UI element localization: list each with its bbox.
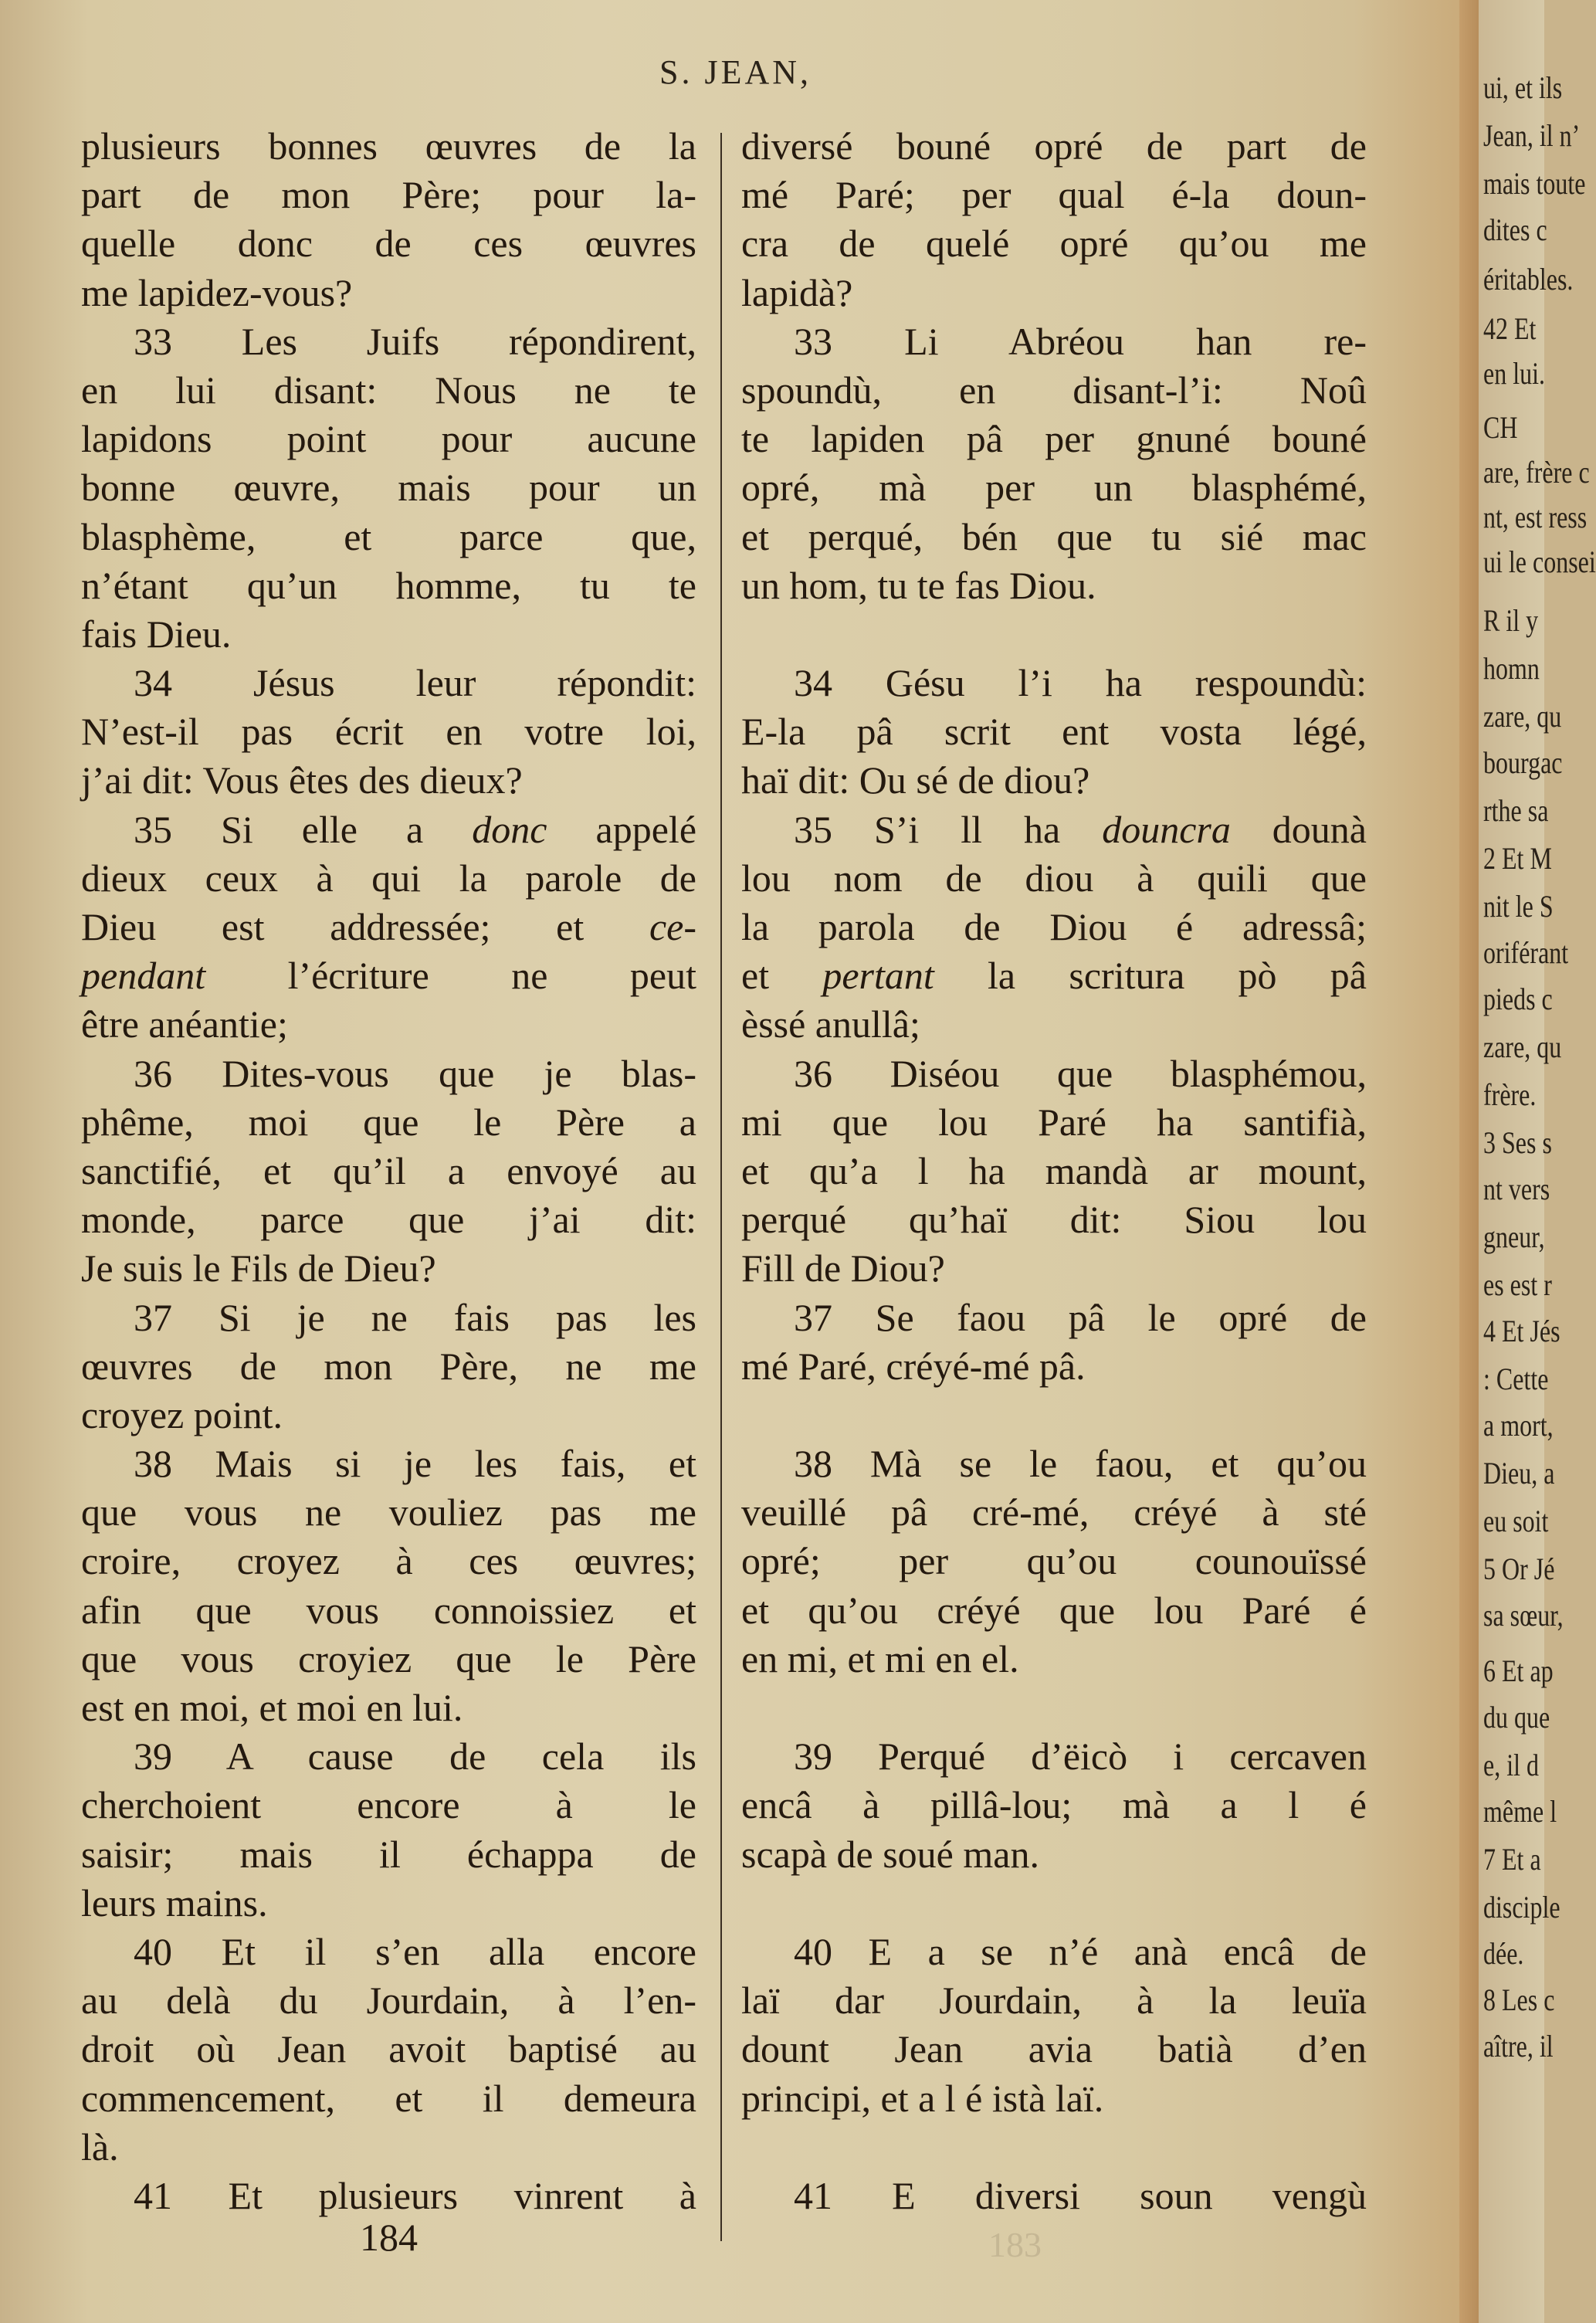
next-page-fragment: pieds c xyxy=(1483,982,1553,1016)
column-divider xyxy=(720,133,722,2241)
text-line: cherchoient encore à le xyxy=(81,1783,696,1827)
next-page-fragment: 2 Et M xyxy=(1483,841,1552,876)
text-line: veuillé pâ cré-mé, créyé à sté xyxy=(741,1490,1367,1535)
text-line: Je suis le Fils de Dieu? xyxy=(81,1246,436,1290)
text-line: 35 S’i ll ha douncra dounà xyxy=(794,807,1367,851)
text-line: 37 Se faou pâ le opré de xyxy=(794,1295,1367,1339)
blank-line xyxy=(741,610,1367,659)
text-line: en mi, et mi en el. xyxy=(741,1636,1019,1680)
text-line: èssé anullâ; xyxy=(741,1002,920,1046)
dialect-column xyxy=(741,122,1367,2220)
text-line: être anéantie; xyxy=(81,1002,288,1046)
next-page-fragment: bourgac xyxy=(1483,745,1563,780)
text-line: un hom, tu te fas Diou. xyxy=(741,563,1096,607)
next-page-fragment: gneur, xyxy=(1483,1219,1545,1254)
next-page-fragment: : Cette xyxy=(1483,1362,1549,1396)
text-line: et perqué, bén que tu sié mac xyxy=(741,514,1367,558)
next-page-fragment: 7 Et a xyxy=(1483,1842,1541,1877)
text-line: plusieurs bonnes œuvres de la xyxy=(81,124,696,168)
text-line: haï dit: Ou sé de diou? xyxy=(741,758,1090,802)
next-page-fragment: 8 Les c xyxy=(1483,1982,1555,2017)
text-line: laï dar Jourdain, à la leuïa xyxy=(741,1979,1367,2023)
next-page-fragment: ui le consei xyxy=(1483,544,1596,579)
next-page-fragment: are, frère c xyxy=(1483,455,1590,490)
text-line: 40 Et il s’en alla encore xyxy=(134,1929,696,1973)
text-line: la parola de Diou é adressâ; xyxy=(741,905,1367,948)
next-page-fragment: R il y xyxy=(1483,603,1539,638)
next-page-fragment: rthe sa xyxy=(1483,793,1549,828)
next-page-fragment: en lui. xyxy=(1483,356,1545,391)
text-line: mé Paré; per qual é-la doun- xyxy=(741,173,1367,217)
text-line: n’étant qu’un homme, tu te xyxy=(81,563,696,607)
text-line: lapidons point pour aucune xyxy=(81,417,696,461)
text-line: bonne œuvre, mais pour un xyxy=(81,466,696,510)
text-line: quelle donc de ces œuvres xyxy=(81,222,696,266)
next-page-fragment: Dieu, a xyxy=(1483,1456,1555,1490)
next-page-fragment: 4 Et Jés xyxy=(1483,1314,1560,1348)
next-page-fragment: eu soit xyxy=(1483,1504,1549,1538)
text-line: croyez point. xyxy=(81,1392,283,1436)
text-line: dount Jean avia batià d’en xyxy=(741,2027,1367,2071)
text-line: 33 Li Abréou han re- xyxy=(794,319,1367,363)
next-page-fragment: ui, et ils xyxy=(1483,70,1563,105)
adjacent-page-edge xyxy=(1479,0,1596,2323)
text-line: commencement, et il demeura xyxy=(81,2076,696,2120)
text-line: sanctifié, et qu’il a envoyé au xyxy=(81,1148,696,1192)
text-line: part de mon Père; pour la- xyxy=(81,173,696,217)
next-page-fragment: mais toute xyxy=(1483,166,1586,201)
text-line: 41 E diversi soun vengù xyxy=(794,2173,1367,2217)
text-line: est en moi, et moi en lui. xyxy=(81,1686,463,1729)
text-line: j’ai dit: Vous êtes des dieux? xyxy=(81,758,523,802)
next-page-fragment: éritables. xyxy=(1483,262,1574,297)
text-line: diversé bouné opré de part de xyxy=(741,124,1367,168)
text-line: là. xyxy=(81,2125,119,2169)
italic-word: pendant xyxy=(81,954,206,998)
text-line: perqué qu’haï dit: Siou lou xyxy=(741,1198,1367,1242)
text-line: et qu’ou créyé que lou Paré é xyxy=(741,1588,1367,1632)
text-line: pendant l’écriture ne peut xyxy=(81,954,696,998)
italic-word: donc xyxy=(472,807,547,851)
next-page-fragment: es est r xyxy=(1483,1267,1552,1302)
text-line: croire, croyez à ces œuvres; xyxy=(81,1539,696,1583)
next-page-fragment: homn xyxy=(1483,651,1540,686)
next-page-fragment: 5 Or Jé xyxy=(1483,1551,1555,1586)
italic-word: pertant xyxy=(822,954,934,998)
text-line: Fill de Diou? xyxy=(741,1246,945,1290)
text-line: œuvres de mon Père, ne me xyxy=(81,1344,696,1388)
text-line: blasphème, et parce que, xyxy=(81,514,696,558)
next-page-fragment: aître, il xyxy=(1483,2029,1554,2064)
text-line: en lui disant: Nous ne te xyxy=(81,368,696,412)
next-page-fragment: dites c xyxy=(1483,212,1547,247)
french-column xyxy=(81,122,696,2220)
next-page-fragment: disciple xyxy=(1483,1890,1560,1925)
text-line: au delà du Jourdain, à l’en- xyxy=(81,1979,696,2023)
text-line: saisir; mais il échappa de xyxy=(81,1832,696,1876)
text-line: cra de quelé opré qu’ou me xyxy=(741,222,1367,266)
text-line: mi que lou Paré ha santifià, xyxy=(741,1100,1367,1144)
text-line: N’est-il pas écrit en votre loi, xyxy=(81,710,696,754)
text-line: leurs mains. xyxy=(81,1880,268,1925)
show-through-page-number: 183 xyxy=(988,2225,1042,2264)
text-line: droit où Jean avoit baptisé au xyxy=(81,2027,696,2071)
next-page-fragment: nt vers xyxy=(1483,1172,1550,1206)
next-page-fragment: 6 Et ap xyxy=(1483,1653,1554,1688)
next-page-fragment: zare, qu xyxy=(1483,699,1562,734)
next-page-fragment: nt, est ress xyxy=(1483,500,1588,534)
text-line: 33 Les Juifs répondirent, xyxy=(134,319,696,363)
text-line: opré, mà per un blasphémé, xyxy=(741,466,1367,510)
next-page-fragment: 42 Et xyxy=(1483,311,1537,346)
blank-line xyxy=(741,1391,1367,1440)
text-line: 39 Perqué d’ëicò i cercaven xyxy=(794,1735,1367,1779)
text-line: te lapiden pâ per gnuné bouné xyxy=(741,417,1367,461)
text-line: 39 A cause de cela ils xyxy=(134,1735,696,1779)
text-line: lou nom de diou à quili que xyxy=(741,856,1367,900)
text-line: 38 Mais si je les fais, et xyxy=(134,1442,696,1486)
text-line: que vous croyiez que le Père xyxy=(81,1636,696,1680)
blank-line xyxy=(741,1879,1367,1928)
text-line: afin que vous connoissiez et xyxy=(81,1588,696,1632)
text-line: que vous ne vouliez pas me xyxy=(81,1490,696,1535)
text-line: lapidà? xyxy=(741,270,853,314)
blank-line xyxy=(741,2123,1367,2172)
next-page-fragment: e, il d xyxy=(1483,1748,1539,1782)
blank-line xyxy=(741,1684,1367,1732)
text-line: 34 Gésu l’i ha respoundù: xyxy=(794,661,1367,705)
text-line: principi, et a l é istà laï. xyxy=(741,2076,1104,2120)
next-page-fragment: Jean, il n’ xyxy=(1483,118,1581,153)
text-line: 38 Mà se le faou, et qu’ou xyxy=(794,1442,1367,1486)
text-line: scapà de soué man. xyxy=(741,1832,1039,1876)
text-line: Dieu est addressée; et ce- xyxy=(81,905,696,948)
text-line: opré; per qu’ou counouïssé xyxy=(741,1539,1367,1583)
next-page-fragment: 3 Ses s xyxy=(1483,1125,1552,1160)
next-page-fragment: oriférant xyxy=(1483,935,1569,970)
next-page-fragment: CH xyxy=(1483,410,1518,445)
text-line: me lapidez-vous? xyxy=(81,270,353,314)
text-line: et pertant la scritura pò pâ xyxy=(741,954,1367,998)
next-page-fragment: a mort, xyxy=(1483,1408,1554,1443)
text-line: et qu’a l ha mandà ar mount, xyxy=(741,1148,1367,1192)
text-line: 37 Si je ne fais pas les xyxy=(134,1295,696,1339)
italic-word: douncra xyxy=(1102,807,1231,851)
text-line: 41 Et plusieurs vinrent à xyxy=(134,2173,696,2217)
text-line: mé Paré, créyé-mé pâ. xyxy=(741,1344,1086,1388)
next-page-fragment: sa sœur, xyxy=(1483,1598,1564,1633)
next-page-fragment: dée. xyxy=(1483,1936,1524,1971)
text-line: fais Dieu. xyxy=(81,612,232,656)
text-line: spoundù, en disant-l’i: Noû xyxy=(741,368,1367,412)
next-page-fragment: zare, qu xyxy=(1483,1029,1562,1064)
text-line: monde, parce que j’ai dit: xyxy=(81,1198,696,1242)
next-page-fragment: du que xyxy=(1483,1700,1550,1735)
text-line: dieux ceux à qui la parole de xyxy=(81,856,696,900)
page-number: 184 xyxy=(360,2216,418,2259)
text-line: 36 Dites-vous que je blas- xyxy=(134,1051,696,1095)
running-head: S. JEAN, xyxy=(659,53,812,91)
next-page-fragment: même l xyxy=(1483,1794,1557,1829)
text-line: E-la pâ scrit ent vosta légé, xyxy=(741,710,1367,754)
text-line: phême, moi que le Père a xyxy=(81,1100,696,1144)
italic-word: ce- xyxy=(649,905,696,948)
text-line: 40 E a se n’é anà encâ de xyxy=(794,1929,1367,1973)
text-line: encâ à pillâ-lou; mà a l é xyxy=(741,1783,1367,1827)
text-line: 35 Si elle a donc appelé xyxy=(134,807,697,851)
text-line: 34 Jésus leur répondit: xyxy=(134,661,696,705)
next-page-fragment: frère. xyxy=(1483,1077,1537,1112)
next-page-fragment: nit le S xyxy=(1483,889,1554,924)
text-line: 36 Diséou que blasphémou, xyxy=(794,1051,1367,1095)
